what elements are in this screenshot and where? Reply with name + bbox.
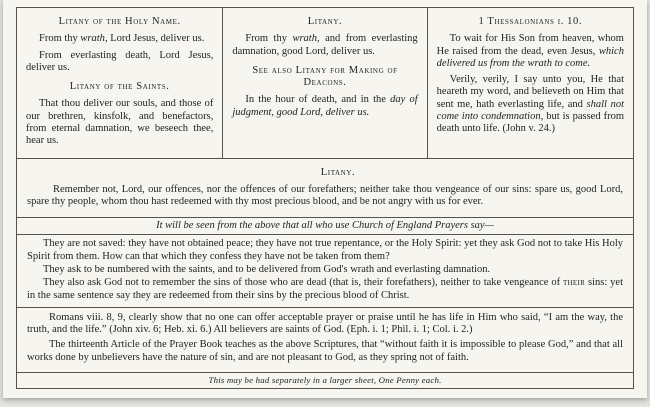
text-run: From thy (39, 33, 81, 45)
paragraph (232, 94, 417, 119)
text-run: To wait for His Son from heaven, whom He raised from the dead, even Jesus, (436, 33, 624, 57)
page-frame (16, 7, 634, 389)
page-sheet (3, 0, 647, 398)
column-litany (222, 8, 427, 158)
section-header: 1 Thessalonians i. 10. (478, 16, 583, 27)
paragraph: They are not saved: they have not obtained peace; they have not true repentance, or the Holy Spirit: yet they ask God not to take His Holy Spirit from them. How can that which they confess they have not be taken from them? (27, 238, 623, 262)
paragraph: They ask to be numbered with the saints, and to be delivered from God's wrath and everlasting damnation. (43, 263, 491, 275)
paragraph (26, 33, 213, 45)
paragraph: From everlasting death, Lord Jesus, deliver us. (26, 49, 214, 73)
text-run: sins: yet in the same sentence say they are redeemed from their sins by the precious blood of Christ. (27, 277, 623, 301)
commentary-section (17, 235, 633, 306)
section-header: Litany of the Holy Name. (58, 16, 181, 27)
text-run: wrath (292, 33, 317, 45)
text-run: They also ask God not to remember the sins of those who are dead (that is, their forefathers), neither to take vengeance of (43, 277, 563, 289)
litany-section (17, 159, 633, 219)
column-holy-name (17, 8, 222, 158)
section-header: See also Litany for Making of Deacons. (252, 64, 398, 89)
text-run: , Lord Jesus, deliver us. (104, 33, 205, 45)
footer-note: This may be had separately in a larger sheet, One Penny each. (17, 372, 633, 388)
top-columns (17, 8, 633, 159)
paragraph: That thou deliver our souls, and those of our brethren, kinsfolk, and benefactors, from eternal damnation, we beseech thee, hear us. (26, 98, 214, 147)
paragraph: Romans viii. 8, 9, clearly show that no one can offer acceptable prayer or praise until he has life in Him who said, “I am the way, the truth, and the life.” (John xiv. 6; Heb. xi. 6.) All believers are saints of God. (Eph. i. 1; Phil. i. 1; Col. i. 2.) (27, 311, 623, 336)
commentary-heading: It will be seen from the above that all who use Church of England Prayers say— (17, 218, 633, 235)
text-run: day of judgment, good Lord, deliver us. (232, 94, 418, 118)
paragraph (27, 277, 623, 302)
section-header: Litany. (307, 16, 343, 27)
text-run: which delivered us from the wrath to come. (436, 45, 624, 69)
text-run: , but is passed from death unto life. (John v. 24.) (436, 110, 624, 135)
paragraph (437, 33, 624, 70)
paragraph: The thirteenth Article of the Prayer Book teaches as the above Scriptures, that “without faith it is impossible to please God,” and that all works done by unbelievers have the nature of sin, and are not pleasant to God, as they spring not of faith. (27, 339, 623, 363)
litany-text: Remember not, Lord, our offences, nor the offences of our forefathers; neither take thou vengeance of our sins: spare us, good Lord, spare thy people, whom thou hast redeemed with thy most precious blood, and be not angry with us for ever. (27, 183, 623, 208)
text-run: their (562, 277, 586, 289)
text-run: In the hour of death, and in the (245, 94, 391, 106)
text-run: Verily, verily, I say unto you, He that heareth my word, and believeth on Him that sent me, hath everlasting life, and (436, 74, 624, 110)
column-thessalonians (428, 8, 633, 158)
scripture-section (17, 307, 633, 372)
section-header: Litany of the Saints. (69, 81, 170, 93)
text-run: From thy (245, 33, 293, 45)
paragraph (437, 74, 624, 135)
litany-header: Litany. (320, 166, 356, 178)
text-run: wrath (80, 33, 105, 45)
paragraph (232, 33, 417, 58)
text-run: , and from everlasting damnation, good Lord, deliver us. (232, 33, 418, 57)
text-run: shall not come into condemnation (436, 98, 624, 122)
